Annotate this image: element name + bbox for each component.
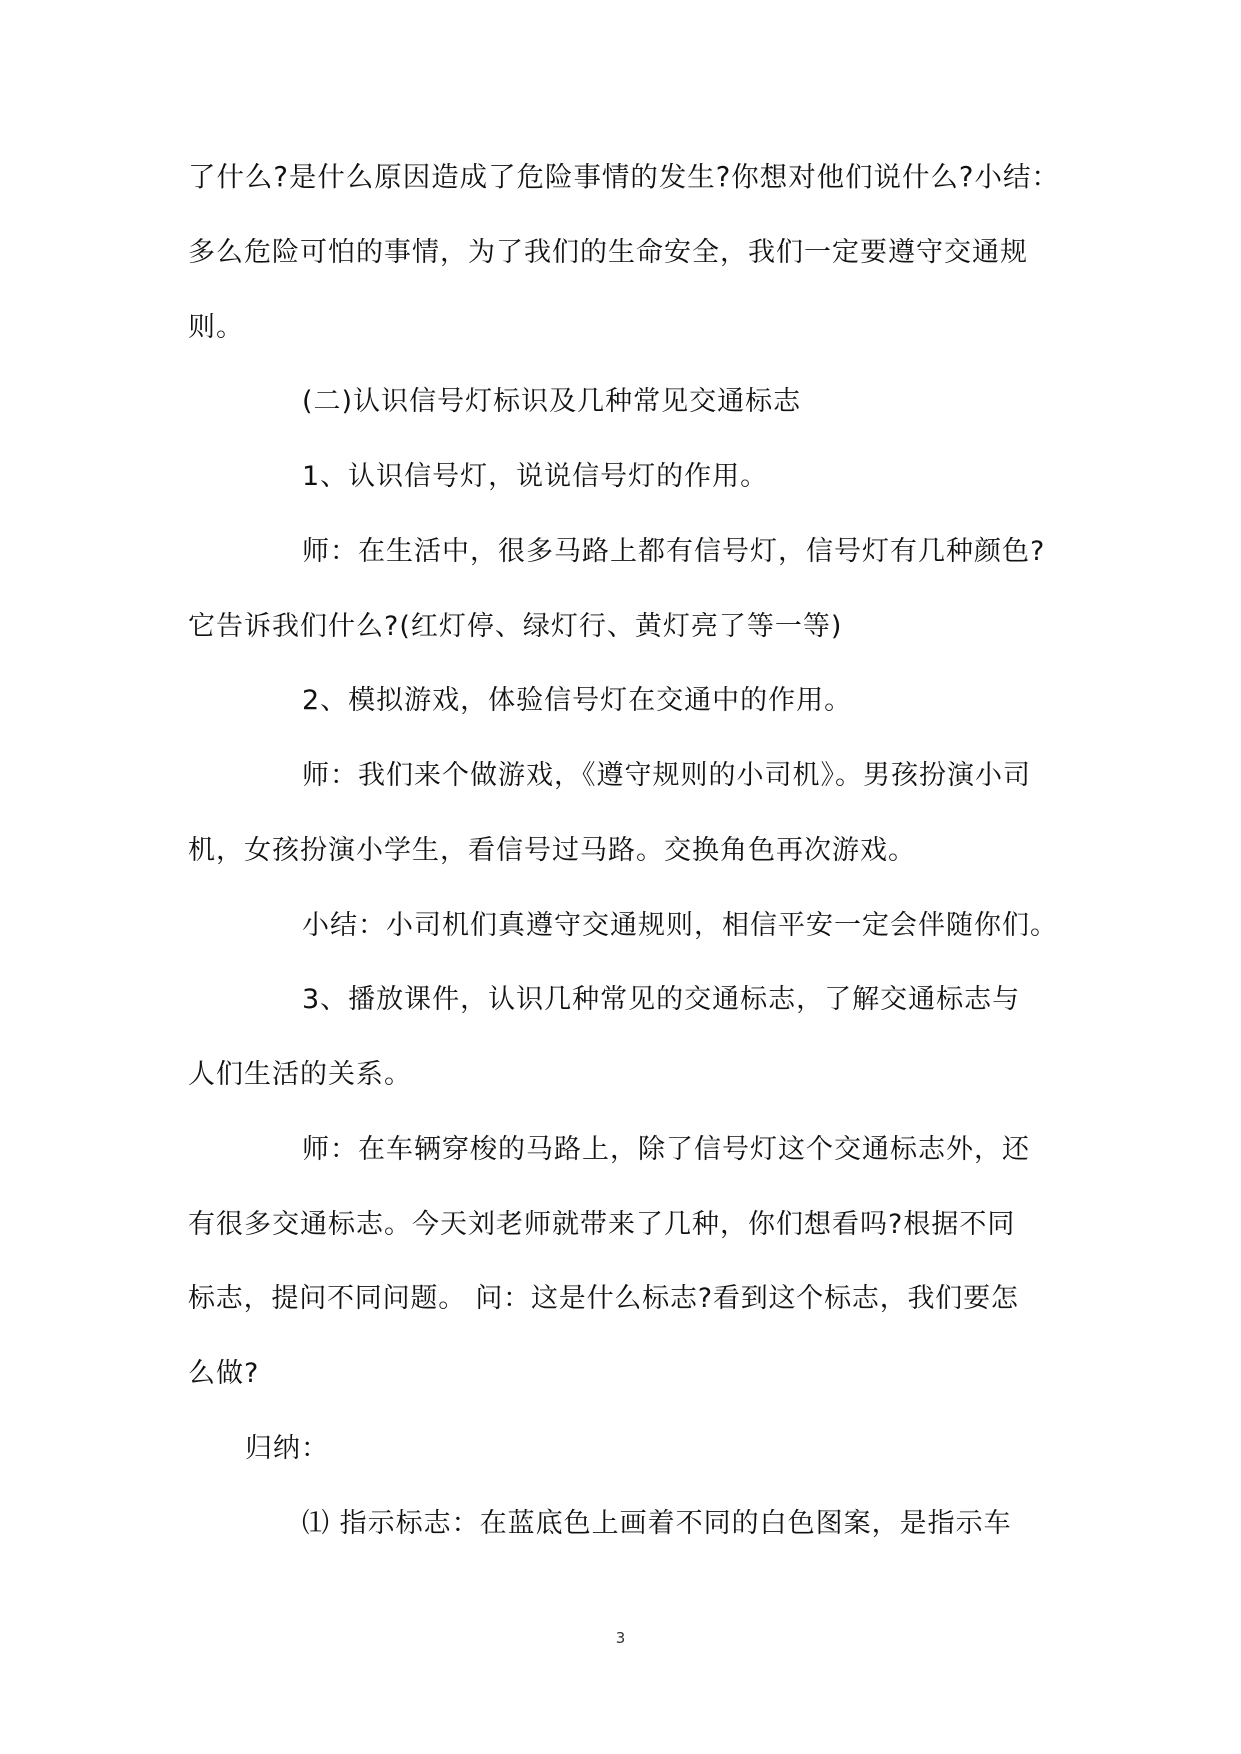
text-line-19: ⑴ 指示标志：在蓝底色上画着不同的白色图案，是指示车 [302, 1508, 1012, 1539]
text-line-15: 有很多交通标志。今天刘老师就带来了几种，你们想看吗?根据不同 [188, 1209, 1016, 1240]
text-line-6: 师：在生活中，很多马路上都有信号灯，信号灯有几种颜色? [302, 536, 1046, 567]
text-line-1: 了什么?是什么原因造成了危险事情的发生?你想对他们说什么?小结： [188, 162, 1060, 193]
text-line-2: 多么危险可怕的事情，为了我们的生命安全，我们一定要遵守交通规 [188, 237, 1028, 268]
text-line-7: 它告诉我们什么?(红灯停、绿灯行、黄灯亮了等一等) [188, 611, 843, 642]
section-heading: (二)认识信号灯标识及几种常见交通标志 [302, 386, 802, 417]
page-number: 3 [615, 1629, 626, 1647]
text-line-16: 标志，提问不同问题。 问：这是什么标志?看到这个标志，我们要怎 [188, 1283, 1019, 1314]
conclusion-label: 归纳： [245, 1433, 329, 1464]
text-line-10: 机，女孩扮演小学生，看信号过马路。交换角色再次游戏。 [188, 835, 916, 866]
step-2-heading: 2、模拟游戏，体验信号灯在交通中的作用。 [302, 685, 853, 716]
summary-line: 小结：小司机们真遵守交通规则，相信平安一定会伴随你们。 [302, 910, 1058, 941]
step-3-heading: 3、播放课件，认识几种常见的交通标志，了解交通标志与 [302, 984, 1021, 1015]
text-line-3: 则。 [188, 312, 244, 343]
text-line-13: 人们生活的关系。 [188, 1059, 412, 1090]
text-line-9: 师：我们来个做游戏，《遵守规则的小司机》。男孩扮演小司 [302, 760, 1031, 791]
text-line-14: 师：在车辆穿梭的马路上，除了信号灯这个交通标志外，还 [302, 1134, 1030, 1165]
step-1-heading: 1、认识信号灯，说说信号灯的作用。 [302, 461, 769, 492]
text-line-17: 么做? [188, 1358, 260, 1389]
